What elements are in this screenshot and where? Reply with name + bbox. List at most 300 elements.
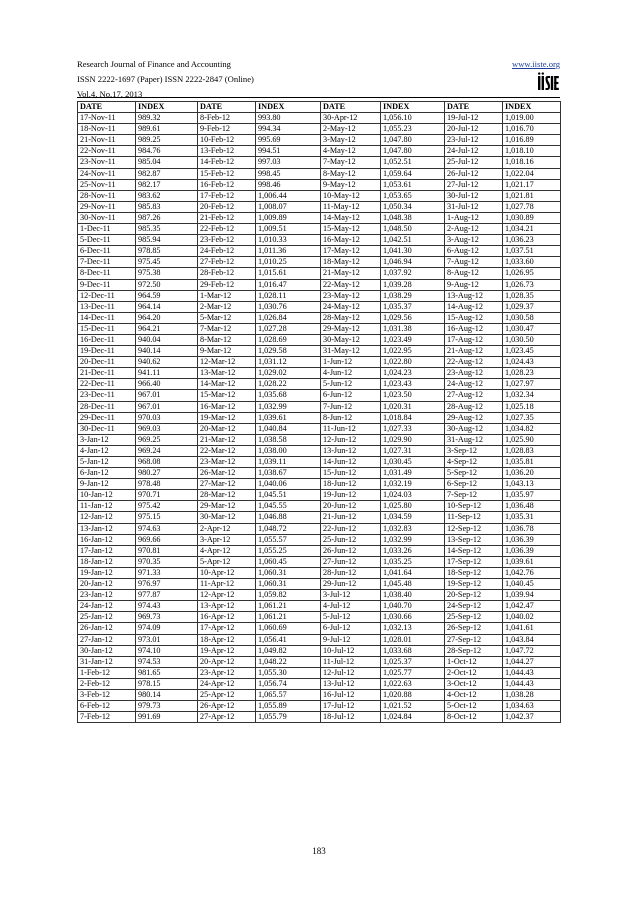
index-cell: 1,021.52 xyxy=(381,701,445,712)
date-cell: 20-Jun-12 xyxy=(321,501,381,512)
date-cell: 10-Jul-12 xyxy=(321,645,381,656)
date-cell: 14-Dec-11 xyxy=(78,312,136,323)
date-cell: 11-Sep-12 xyxy=(445,512,503,523)
table-row xyxy=(78,312,561,323)
date-cell: 24-Apr-12 xyxy=(198,678,256,689)
date-cell: 20-Dec-11 xyxy=(78,357,136,368)
index-cell: 969.24 xyxy=(136,445,198,456)
date-cell: 13-Feb-12 xyxy=(198,146,256,157)
date-cell: 10-Jan-12 xyxy=(78,490,136,501)
header-rule xyxy=(77,97,560,98)
index-cell: 1,055.23 xyxy=(381,124,445,135)
date-cell: 12-Jun-12 xyxy=(321,434,381,445)
date-cell: 18-Jun-12 xyxy=(321,479,381,490)
date-cell: 4-Jul-12 xyxy=(321,601,381,612)
date-cell: 17-May-12 xyxy=(321,246,381,257)
index-cell: 1,038.40 xyxy=(381,590,445,601)
index-cell: 940.04 xyxy=(136,334,198,345)
index-cell: 1,033.60 xyxy=(503,257,561,268)
index-cell: 1,042.37 xyxy=(503,712,561,723)
index-cell: 970.71 xyxy=(136,490,198,501)
date-cell: 20-Sep-12 xyxy=(445,590,503,601)
date-cell: 18-Sep-12 xyxy=(445,567,503,578)
index-cell: 1,056.10 xyxy=(381,113,445,124)
index-cell: 1,035.81 xyxy=(503,457,561,468)
date-cell: 17-Sep-12 xyxy=(445,556,503,567)
table-row xyxy=(78,157,561,168)
index-cell: 1,045.51 xyxy=(256,490,321,501)
date-cell: 9-Jan-12 xyxy=(78,479,136,490)
index-cell: 1,027.78 xyxy=(503,201,561,212)
index-cell: 1,038.00 xyxy=(256,445,321,456)
date-cell: 23-Jan-12 xyxy=(78,590,136,601)
index-cell: 1,037.92 xyxy=(381,268,445,279)
index-cell: 1,040.02 xyxy=(503,612,561,623)
index-cell: 1,048.22 xyxy=(256,656,321,667)
date-cell: 22-Dec-11 xyxy=(78,379,136,390)
index-cell: 1,031.12 xyxy=(256,357,321,368)
date-cell: 13-Jul-12 xyxy=(321,678,381,689)
date-cell: 23-Mar-12 xyxy=(198,457,256,468)
index-cell: 1,049.82 xyxy=(256,645,321,656)
date-cell: 7-Feb-12 xyxy=(78,712,136,723)
date-cell: 25-Jun-12 xyxy=(321,534,381,545)
index-cell: 1,043.84 xyxy=(503,634,561,645)
index-cell: 1,026.95 xyxy=(503,268,561,279)
date-cell: 9-Dec-11 xyxy=(78,279,136,290)
date-cell: 2-May-12 xyxy=(321,124,381,135)
date-cell: 30-Mar-12 xyxy=(198,512,256,523)
index-cell: 970.81 xyxy=(136,545,198,556)
index-cell: 1,040.06 xyxy=(256,479,321,490)
date-cell: 28-Feb-12 xyxy=(198,268,256,279)
index-cell: 1,030.76 xyxy=(256,301,321,312)
date-cell: 4-Jan-12 xyxy=(78,445,136,456)
table-row xyxy=(78,301,561,312)
table-row xyxy=(78,490,561,501)
index-cell: 1,031.49 xyxy=(381,468,445,479)
date-cell: 27-Jan-12 xyxy=(78,634,136,645)
date-cell: 14-Feb-12 xyxy=(198,157,256,168)
date-cell: 9-Jul-12 xyxy=(321,634,381,645)
index-cell: 1,032.19 xyxy=(381,479,445,490)
date-cell: 18-Apr-12 xyxy=(198,634,256,645)
date-cell: 13-Mar-12 xyxy=(198,368,256,379)
index-cell: 1,009.89 xyxy=(256,212,321,223)
index-cell: 1,039.28 xyxy=(381,279,445,290)
date-cell: 16-Feb-12 xyxy=(198,179,256,190)
index-cell: 1,036.39 xyxy=(503,534,561,545)
date-cell: 22-Mar-12 xyxy=(198,445,256,456)
date-cell: 23-Dec-11 xyxy=(78,390,136,401)
date-cell: 3-Oct-12 xyxy=(445,678,503,689)
table-row xyxy=(78,512,561,523)
index-cell: 998.46 xyxy=(256,179,321,190)
index-cell: 1,052.51 xyxy=(381,157,445,168)
date-cell: 6-Sep-12 xyxy=(445,479,503,490)
index-cell: 1,027.35 xyxy=(503,412,561,423)
table-row xyxy=(78,468,561,479)
index-cell: 982.87 xyxy=(136,168,198,179)
index-cell: 1,061.21 xyxy=(256,601,321,612)
date-cell: 15-Mar-12 xyxy=(198,390,256,401)
index-cell: 968.08 xyxy=(136,457,198,468)
date-cell: 12-Apr-12 xyxy=(198,590,256,601)
date-cell: 12-Jul-12 xyxy=(321,667,381,678)
date-cell: 29-Dec-11 xyxy=(78,412,136,423)
index-cell: 1,016.70 xyxy=(503,124,561,135)
date-cell: 27-Feb-12 xyxy=(198,257,256,268)
date-cell: 5-Mar-12 xyxy=(198,312,256,323)
date-cell: 26-Jul-12 xyxy=(445,168,503,179)
index-cell: 991.69 xyxy=(136,712,198,723)
table-row xyxy=(78,212,561,223)
date-cell: 24-Aug-12 xyxy=(445,379,503,390)
date-cell: 12-Jan-12 xyxy=(78,512,136,523)
index-cell: 970.35 xyxy=(136,556,198,567)
date-cell: 20-Apr-12 xyxy=(198,656,256,667)
index-cell: 1,038.58 xyxy=(256,434,321,445)
index-cell: 1,026.73 xyxy=(503,279,561,290)
index-cell: 1,053.65 xyxy=(381,190,445,201)
date-cell: 7-Dec-11 xyxy=(78,257,136,268)
index-cell: 967.01 xyxy=(136,390,198,401)
index-cell: 1,023.49 xyxy=(381,334,445,345)
date-cell: 7-Jun-12 xyxy=(321,401,381,412)
date-cell: 5-Dec-11 xyxy=(78,235,136,246)
date-cell: 17-Feb-12 xyxy=(198,190,256,201)
date-cell: 9-Mar-12 xyxy=(198,346,256,357)
index-cell: 1,023.50 xyxy=(381,390,445,401)
date-cell: 1-Dec-11 xyxy=(78,224,136,235)
table-row xyxy=(78,368,561,379)
index-cell: 1,055.57 xyxy=(256,534,321,545)
date-cell: 17-Aug-12 xyxy=(445,334,503,345)
index-cell: 1,027.33 xyxy=(381,423,445,434)
table-row xyxy=(78,712,561,723)
index-cell: 1,034.21 xyxy=(503,224,561,235)
date-cell: 22-Feb-12 xyxy=(198,224,256,235)
table-row xyxy=(78,501,561,512)
index-cell: 970.03 xyxy=(136,412,198,423)
date-cell: 10-Feb-12 xyxy=(198,135,256,146)
index-cell: 1,021.17 xyxy=(503,179,561,190)
index-cell: 1,028.23 xyxy=(503,368,561,379)
date-cell: 9-Feb-12 xyxy=(198,124,256,135)
index-cell: 1,045.55 xyxy=(256,501,321,512)
date-cell: 18-Jan-12 xyxy=(78,556,136,567)
table-row xyxy=(78,279,561,290)
index-cell: 998.45 xyxy=(256,168,321,179)
index-cell: 1,036.48 xyxy=(503,501,561,512)
table-row xyxy=(78,346,561,357)
date-cell: 21-Dec-11 xyxy=(78,368,136,379)
date-cell: 3-Feb-12 xyxy=(78,689,136,700)
index-cell: 1,038.67 xyxy=(256,468,321,479)
date-cell: 6-Jan-12 xyxy=(78,468,136,479)
index-cell: 1,059.82 xyxy=(256,590,321,601)
date-cell: 20-Mar-12 xyxy=(198,423,256,434)
table-row xyxy=(78,390,561,401)
index-cell: 1,008.07 xyxy=(256,201,321,212)
date-cell: 28-Sep-12 xyxy=(445,645,503,656)
iiste-logo xyxy=(537,72,559,92)
index-cell: 1,029.90 xyxy=(381,434,445,445)
index-cell: 964.14 xyxy=(136,301,198,312)
table-header-row xyxy=(78,102,561,113)
index-cell: 995.69 xyxy=(256,135,321,146)
index-cell: 985.94 xyxy=(136,235,198,246)
index-cell: 1,033.68 xyxy=(381,645,445,656)
index-cell: 977.87 xyxy=(136,590,198,601)
table-row xyxy=(78,379,561,390)
index-cell: 993.80 xyxy=(256,113,321,124)
index-cell: 1,047.80 xyxy=(381,135,445,146)
date-cell: 31-Jan-12 xyxy=(78,656,136,667)
date-cell: 15-Aug-12 xyxy=(445,312,503,323)
index-cell: 1,039.61 xyxy=(256,412,321,423)
table-row xyxy=(78,623,561,634)
index-cell: 1,032.83 xyxy=(381,523,445,534)
index-cell: 978.85 xyxy=(136,246,198,257)
index-cell: 985.83 xyxy=(136,201,198,212)
index-cell: 1,025.90 xyxy=(503,434,561,445)
date-cell: 16-Mar-12 xyxy=(198,401,256,412)
date-cell: 24-Jan-12 xyxy=(78,601,136,612)
date-cell: 8-Jun-12 xyxy=(321,412,381,423)
index-cell: 1,029.56 xyxy=(381,312,445,323)
index-cell: 1,055.79 xyxy=(256,712,321,723)
table-row xyxy=(78,257,561,268)
index-cell: 1,023.43 xyxy=(381,379,445,390)
column-header-index: INDEX xyxy=(256,102,321,113)
date-cell: 15-May-12 xyxy=(321,224,381,235)
index-cell: 1,006.44 xyxy=(256,190,321,201)
date-cell: 1-Aug-12 xyxy=(445,212,503,223)
index-cell: 980.14 xyxy=(136,689,198,700)
date-cell: 26-Mar-12 xyxy=(198,468,256,479)
index-cell: 967.01 xyxy=(136,401,198,412)
table-row xyxy=(78,201,561,212)
index-cell: 1,047.80 xyxy=(381,146,445,157)
date-cell: 3-May-12 xyxy=(321,135,381,146)
index-cell: 1,024.43 xyxy=(503,357,561,368)
table-row xyxy=(78,678,561,689)
date-cell: 12-Mar-12 xyxy=(198,357,256,368)
date-cell: 18-Jul-12 xyxy=(321,712,381,723)
date-cell: 7-Sep-12 xyxy=(445,490,503,501)
index-cell: 1,041.64 xyxy=(381,567,445,578)
table-body xyxy=(78,113,561,723)
index-cell: 1,055.89 xyxy=(256,701,321,712)
date-cell: 19-Apr-12 xyxy=(198,645,256,656)
index-cell: 1,038.28 xyxy=(503,689,561,700)
date-cell: 4-Oct-12 xyxy=(445,689,503,700)
date-cell: 29-Nov-11 xyxy=(78,201,136,212)
table-row xyxy=(78,567,561,578)
index-cell: 1,028.22 xyxy=(256,379,321,390)
index-cell: 1,035.68 xyxy=(256,390,321,401)
table-row xyxy=(78,656,561,667)
index-cell: 983.62 xyxy=(136,190,198,201)
index-cell: 1,025.37 xyxy=(381,656,445,667)
index-cell: 979.73 xyxy=(136,701,198,712)
date-cell: 28-Aug-12 xyxy=(445,401,503,412)
date-cell: 3-Jan-12 xyxy=(78,434,136,445)
date-cell: 16-Jan-12 xyxy=(78,534,136,545)
date-cell: 2-Mar-12 xyxy=(198,301,256,312)
website-link[interactable]: www.iiste.org xyxy=(512,59,560,69)
index-cell: 1,035.97 xyxy=(503,490,561,501)
index-cell: 1,042.76 xyxy=(503,567,561,578)
index-cell: 1,032.99 xyxy=(256,401,321,412)
date-cell: 26-Jan-12 xyxy=(78,623,136,634)
date-cell: 30-Dec-11 xyxy=(78,423,136,434)
date-cell: 14-Jun-12 xyxy=(321,457,381,468)
date-cell: 10-Apr-12 xyxy=(198,567,256,578)
date-cell: 14-Sep-12 xyxy=(445,545,503,556)
date-cell: 27-Apr-12 xyxy=(198,712,256,723)
index-cell: 1,060.45 xyxy=(256,556,321,567)
date-cell: 23-May-12 xyxy=(321,290,381,301)
table-row xyxy=(78,401,561,412)
index-cell: 987.26 xyxy=(136,212,198,223)
date-cell: 22-Aug-12 xyxy=(445,357,503,368)
date-cell: 16-May-12 xyxy=(321,235,381,246)
index-cell: 1,044.43 xyxy=(503,678,561,689)
date-cell: 15-Jun-12 xyxy=(321,468,381,479)
index-cell: 1,030.58 xyxy=(503,312,561,323)
journal-header xyxy=(77,57,254,102)
journal-title: Research Journal of Finance and Accounting xyxy=(77,59,231,69)
date-cell: 6-Dec-11 xyxy=(78,246,136,257)
index-cell: 974.10 xyxy=(136,645,198,656)
date-cell: 19-Dec-11 xyxy=(78,346,136,357)
date-cell: 6-Aug-12 xyxy=(445,246,503,257)
index-cell: 975.15 xyxy=(136,512,198,523)
table-row xyxy=(78,701,561,712)
date-cell: 27-Aug-12 xyxy=(445,390,503,401)
index-cell: 1,043.13 xyxy=(503,479,561,490)
date-cell: 19-Jun-12 xyxy=(321,490,381,501)
index-cell: 1,028.69 xyxy=(256,334,321,345)
table-row xyxy=(78,523,561,534)
index-cell: 1,030.47 xyxy=(503,323,561,334)
index-cell: 966.40 xyxy=(136,379,198,390)
index-cell: 1,018.10 xyxy=(503,146,561,157)
index-cell: 1,034.63 xyxy=(503,701,561,712)
table-row xyxy=(78,290,561,301)
date-cell: 9-May-12 xyxy=(321,179,381,190)
index-cell: 1,036.39 xyxy=(503,545,561,556)
date-cell: 30-Jan-12 xyxy=(78,645,136,656)
date-cell: 31-Jul-12 xyxy=(445,201,503,212)
index-cell: 980.27 xyxy=(136,468,198,479)
index-cell: 1,016.47 xyxy=(256,279,321,290)
table-row xyxy=(78,246,561,257)
date-cell: 29-Mar-12 xyxy=(198,501,256,512)
date-cell: 3-Sep-12 xyxy=(445,445,503,456)
table-row xyxy=(78,179,561,190)
index-cell: 973.01 xyxy=(136,634,198,645)
date-cell: 28-Dec-11 xyxy=(78,401,136,412)
date-cell: 30-May-12 xyxy=(321,334,381,345)
index-cell: 985.35 xyxy=(136,224,198,235)
index-cell: 985.04 xyxy=(136,157,198,168)
date-cell: 11-May-12 xyxy=(321,201,381,212)
date-cell: 8-Mar-12 xyxy=(198,334,256,345)
index-cell: 1,022.80 xyxy=(381,357,445,368)
index-cell: 1,018.84 xyxy=(381,412,445,423)
page-number: 183 xyxy=(312,846,326,856)
table-row xyxy=(78,645,561,656)
index-cell: 1,061.21 xyxy=(256,612,321,623)
table-row xyxy=(78,457,561,468)
index-cell: 1,027.97 xyxy=(503,379,561,390)
table-row xyxy=(78,479,561,490)
date-cell: 14-Mar-12 xyxy=(198,379,256,390)
index-cell: 1,056.74 xyxy=(256,678,321,689)
date-cell: 29-Jun-12 xyxy=(321,579,381,590)
index-cell: 976.97 xyxy=(136,579,198,590)
index-cell: 1,026.84 xyxy=(256,312,321,323)
date-cell: 19-Sep-12 xyxy=(445,579,503,590)
index-cell: 1,023.45 xyxy=(503,346,561,357)
table-row xyxy=(78,235,561,246)
index-cell: 1,022.04 xyxy=(503,168,561,179)
table-row xyxy=(78,579,561,590)
date-cell: 24-Sep-12 xyxy=(445,601,503,612)
date-cell: 8-Aug-12 xyxy=(445,268,503,279)
index-cell: 1,047.72 xyxy=(503,645,561,656)
index-cell: 1,025.80 xyxy=(381,501,445,512)
table-row xyxy=(78,634,561,645)
date-cell: 11-Apr-12 xyxy=(198,579,256,590)
date-cell: 21-Feb-12 xyxy=(198,212,256,223)
date-cell: 16-Aug-12 xyxy=(445,323,503,334)
index-cell: 1,031.38 xyxy=(381,323,445,334)
column-header-date: DATE xyxy=(78,102,136,113)
index-cell: 1,048.38 xyxy=(381,212,445,223)
date-cell: 10-Sep-12 xyxy=(445,501,503,512)
date-cell: 16-Dec-11 xyxy=(78,334,136,345)
date-cell: 27-Jul-12 xyxy=(445,179,503,190)
date-cell: 21-Aug-12 xyxy=(445,346,503,357)
index-cell: 1,030.45 xyxy=(381,457,445,468)
date-cell: 22-Nov-11 xyxy=(78,146,136,157)
table-row xyxy=(78,124,561,135)
index-cell: 1,025.77 xyxy=(381,667,445,678)
index-cell: 940.62 xyxy=(136,357,198,368)
table-row xyxy=(78,590,561,601)
date-cell: 2-Feb-12 xyxy=(78,678,136,689)
index-cell: 1,035.37 xyxy=(381,301,445,312)
date-cell: 1-Mar-12 xyxy=(198,290,256,301)
index-cell: 1,010.25 xyxy=(256,257,321,268)
date-cell: 25-Nov-11 xyxy=(78,179,136,190)
date-cell: 30-Nov-11 xyxy=(78,212,136,223)
index-cell: 975.38 xyxy=(136,268,198,279)
index-cell: 1,042.47 xyxy=(503,601,561,612)
date-cell: 19-Jul-12 xyxy=(445,113,503,124)
date-cell: 17-Nov-11 xyxy=(78,113,136,124)
date-cell: 10-May-12 xyxy=(321,190,381,201)
table-row xyxy=(78,556,561,567)
date-cell: 14-Aug-12 xyxy=(445,301,503,312)
date-cell: 8-Dec-11 xyxy=(78,268,136,279)
index-cell: 994.34 xyxy=(256,124,321,135)
index-cell: 974.63 xyxy=(136,523,198,534)
